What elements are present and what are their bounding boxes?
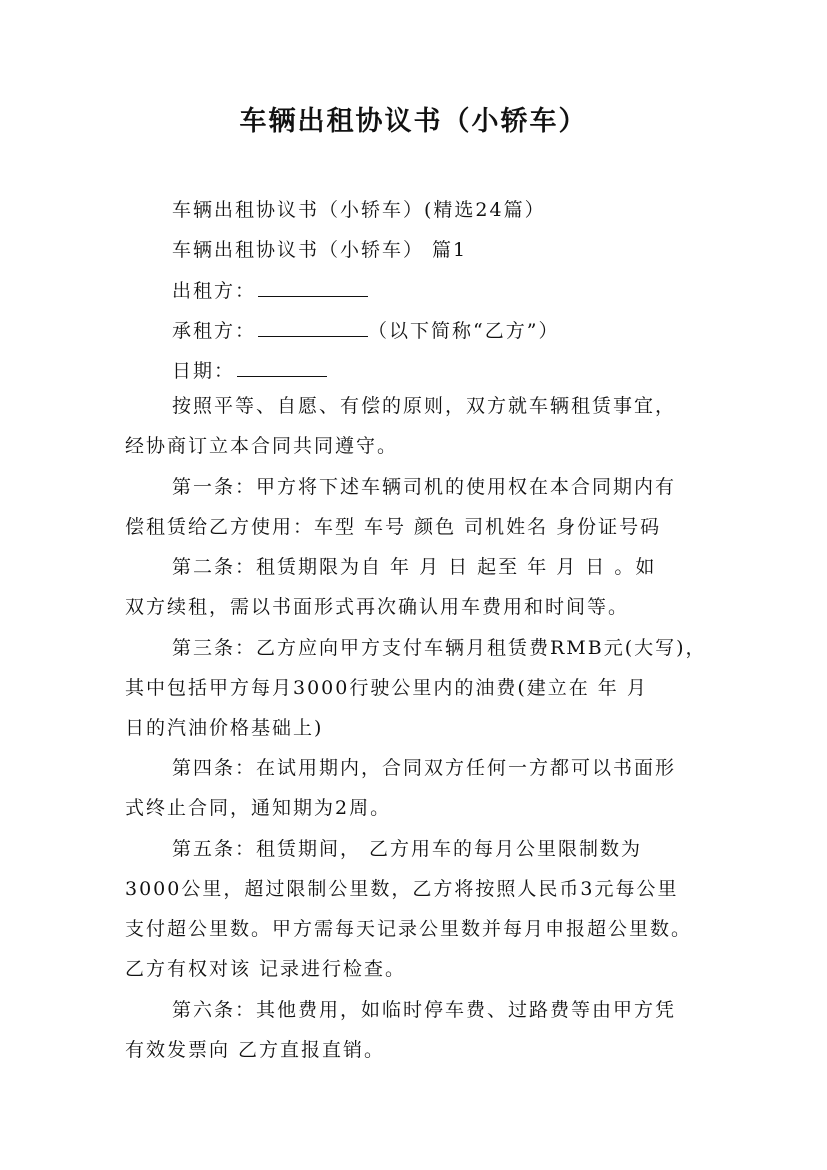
lessor-label: 出租方： bbox=[172, 280, 257, 302]
article-4-line: 式终止合同，通知期为2周。 bbox=[125, 797, 392, 819]
article-3-line: 其中包括甲方每月3000行驶公里内的油费(建立在 年 月 bbox=[125, 677, 648, 699]
lessor-line bbox=[172, 277, 368, 305]
article-6-line: 有效发票向 乙方直报直销。 bbox=[125, 1039, 386, 1061]
document-title: 车辆出租协议书（小轿车） bbox=[239, 106, 588, 137]
article-1-line: 偿租赁给乙方使用：车型 车号 颜色 司机姓名 身份证号码 bbox=[125, 516, 662, 538]
article-2-line: 第二条：租赁期限为自 年 月 日 起至 年 月 日 。如 bbox=[172, 556, 657, 578]
paragraph-line: 经协商订立本合同共同遵守。 bbox=[125, 435, 399, 457]
paragraph-line: 按照平等、自愿、有偿的原则，双方就车辆租赁事宜， bbox=[172, 395, 677, 417]
date-line bbox=[172, 357, 327, 385]
lessee-label: 承租方： bbox=[172, 320, 257, 342]
subtitle-line: 车辆出租协议书（小轿车）(精选24篇） bbox=[172, 199, 546, 221]
article-1-line: 第一条：甲方将下述车辆司机的使用权在本合同期内有 bbox=[172, 476, 677, 498]
article-5-line: 支付超公里数。甲方需每天记录公里数并每月申报超公里数。 bbox=[125, 918, 693, 940]
article-5-line: 3000公里，超过限制公里数，乙方将按照人民币3元每公里 bbox=[125, 878, 679, 900]
lessor-blank bbox=[258, 278, 368, 297]
article-6-line: 第六条：其他费用，如临时停车费、过路费等由甲方凭 bbox=[172, 999, 677, 1021]
article-5-line: 第五条：租赁期间， 乙方用车的每月公里限制数为 bbox=[172, 838, 643, 860]
article-3-line: 第三条：乙方应向甲方支付车辆月租赁费RMB元(大写)， bbox=[172, 637, 707, 659]
article-2-line: 双方续租，需以书面形式再次确认用车费用和时间等。 bbox=[125, 596, 630, 618]
date-label: 日期： bbox=[172, 360, 236, 382]
article-4-line: 第四条：在试用期内，合同双方任何一方都可以书面形 bbox=[172, 757, 677, 779]
date-blank bbox=[237, 358, 327, 377]
lessee-line bbox=[172, 317, 559, 345]
section-heading: 车辆出租协议书（小轿车） 篇1 bbox=[172, 239, 468, 261]
article-5-line: 乙方有权对该 记录进行检查。 bbox=[125, 958, 407, 980]
lessee-blank bbox=[258, 318, 368, 337]
article-3-line: 日的汽油价格基础上) bbox=[125, 717, 324, 739]
lessee-note: （以下简称“乙方”） bbox=[368, 320, 560, 342]
